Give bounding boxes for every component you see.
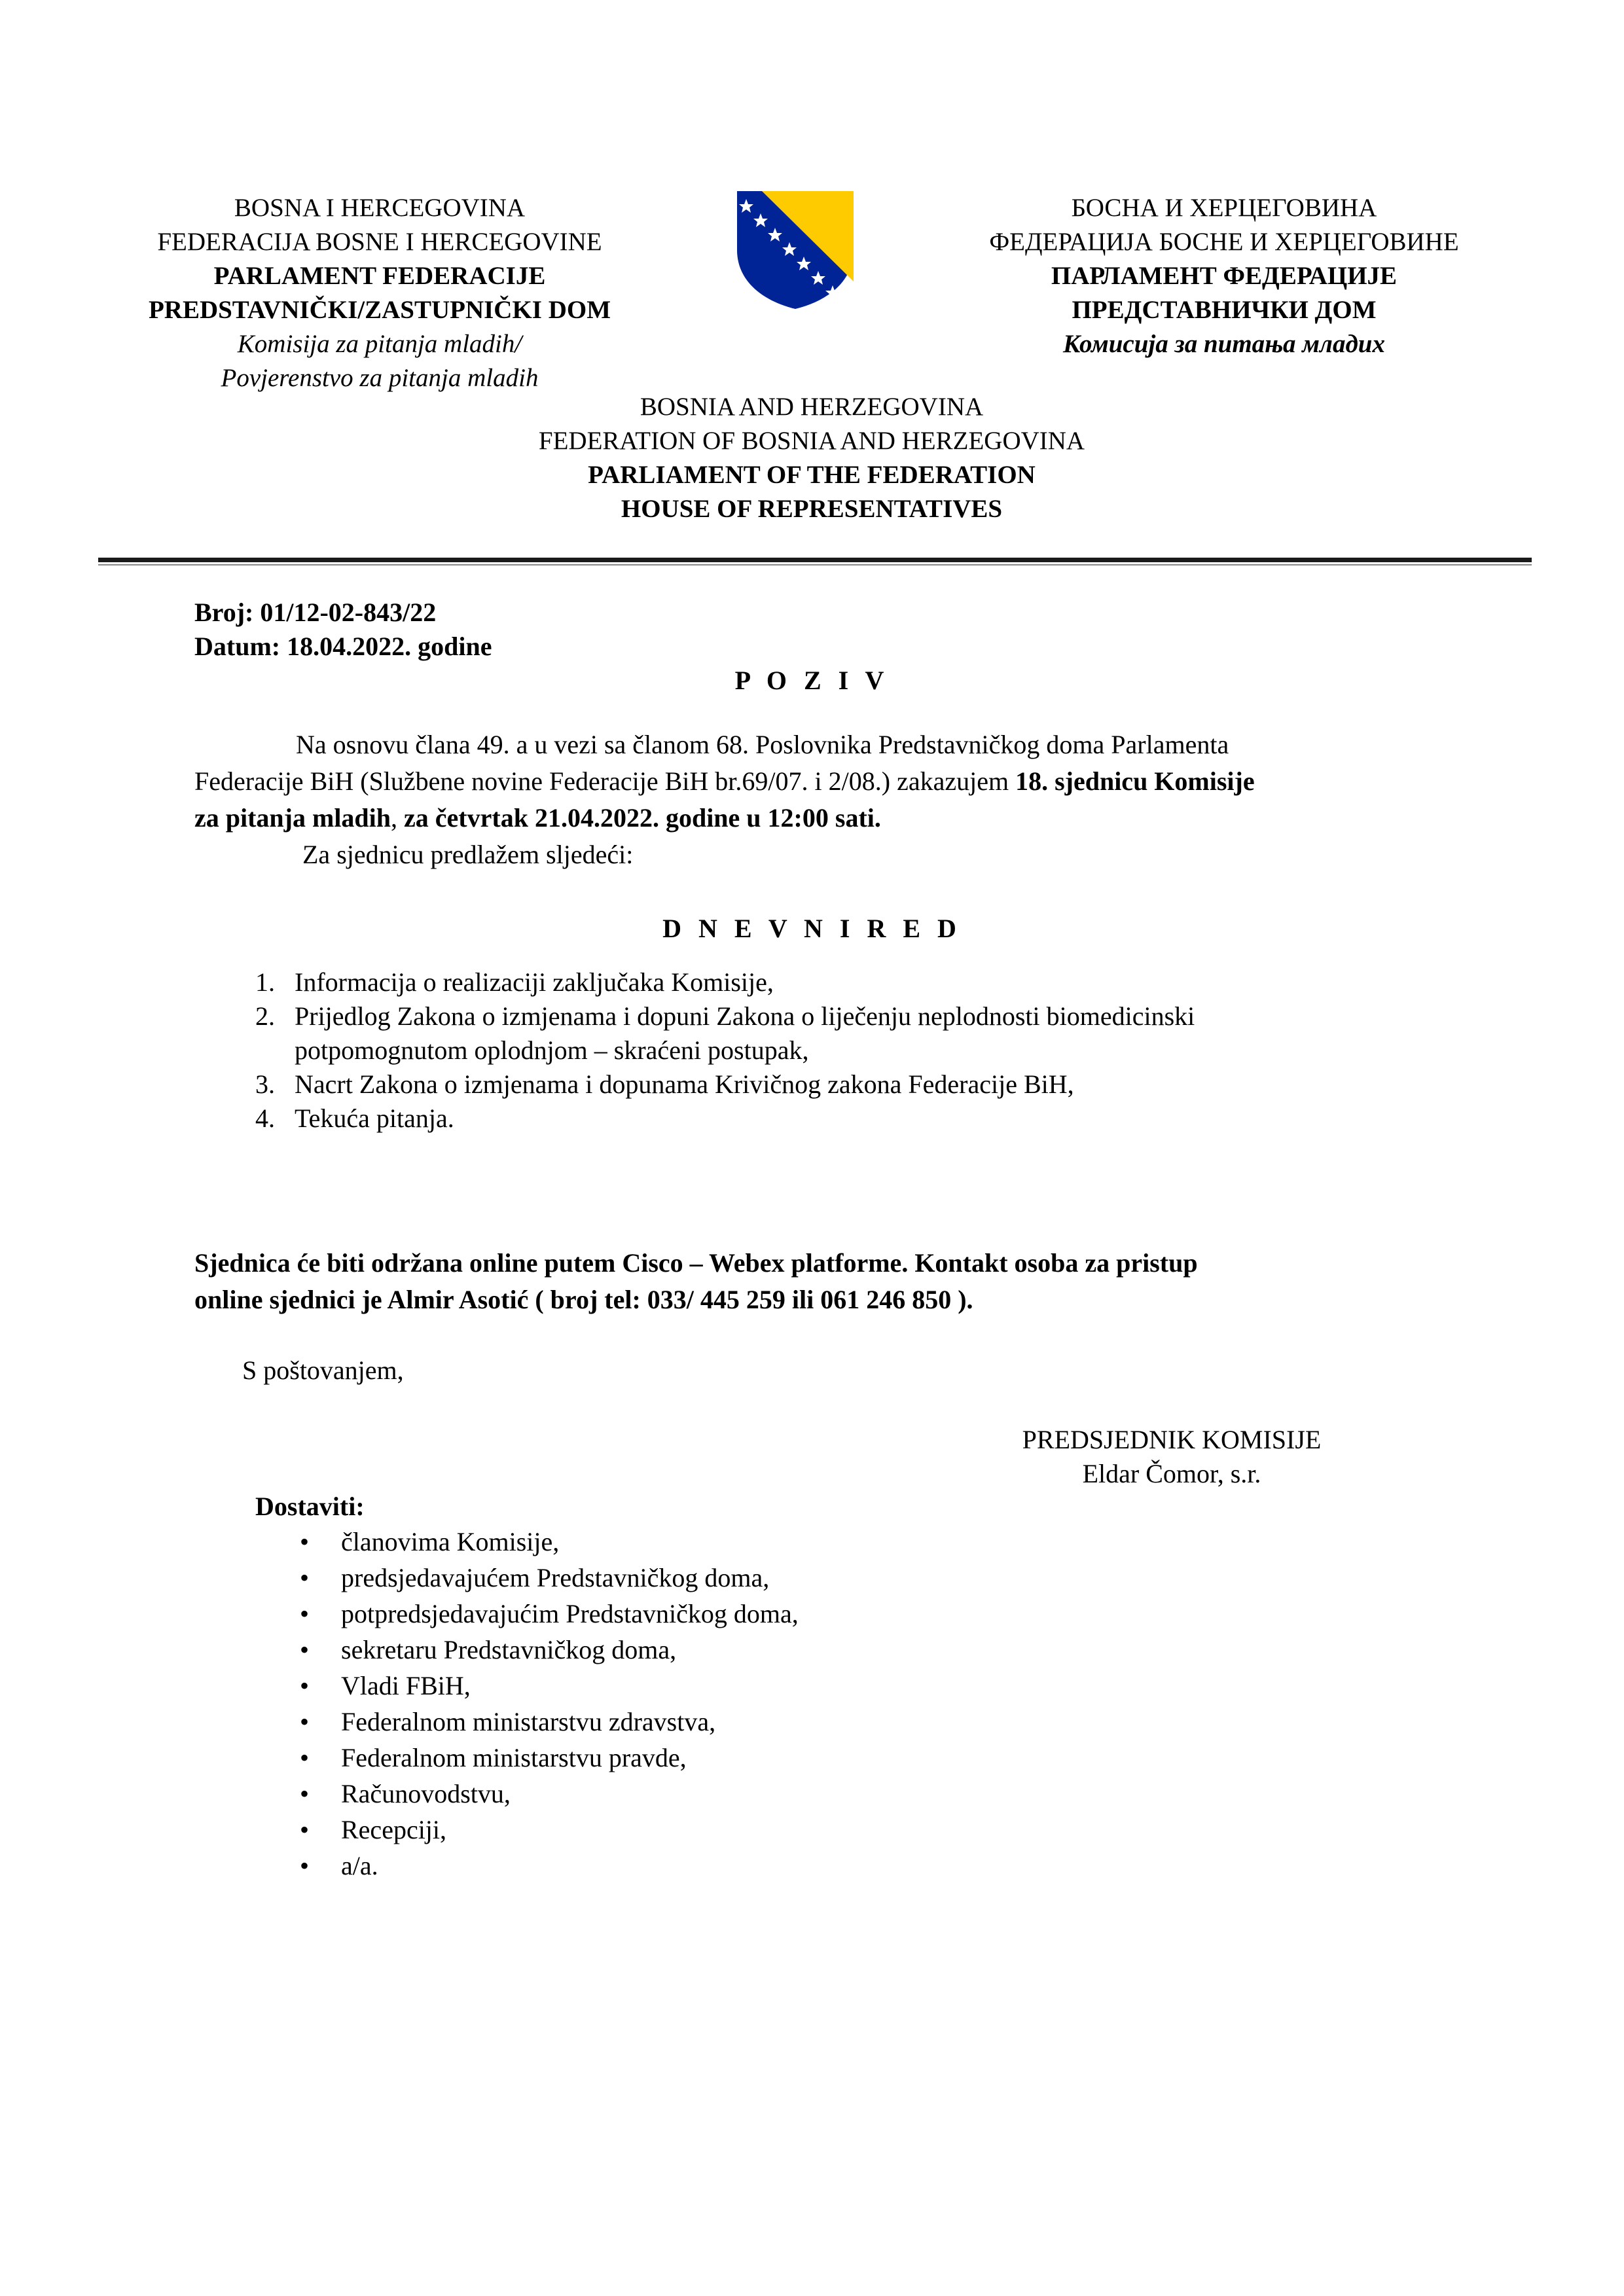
header-left-block xyxy=(105,191,655,395)
bullet-icon: • xyxy=(299,1527,309,1556)
bullet-icon: • xyxy=(299,1671,309,1700)
closing-regards: S poštovanjem, xyxy=(242,1355,404,1385)
online-session-notice xyxy=(194,1245,1477,1318)
distribution-item-text: Federalnom ministarstvu pravde, xyxy=(341,1743,687,1772)
distribution-item-text: potpredsjedavajućim Predstavničkog doma, xyxy=(341,1599,799,1628)
header-divider-shadow xyxy=(98,564,1532,565)
header-center-house: HOUSE OF REPRESENTATIVES xyxy=(621,495,1003,523)
distribution-item-text: Vladi FBiH, xyxy=(341,1671,471,1700)
distribution-item xyxy=(291,1596,799,1632)
distribution-item-text: članovima Komisije, xyxy=(341,1527,560,1556)
header-left-commission: Komisija za pitanja mladih/ xyxy=(237,330,522,358)
agenda-item-text-cont: potpomognutom oplodnjom – skraćeni postupak, xyxy=(295,1035,809,1065)
distribution-item xyxy=(291,1524,799,1560)
header-divider xyxy=(98,558,1532,562)
agenda-item-text: Informacija o realizaciji zaključaka Komisije, xyxy=(295,967,774,997)
agenda-item xyxy=(236,965,1479,999)
reference-date: Datum: 18.04.2022. godine xyxy=(194,632,492,661)
header-right-parliament: ПАРЛАМЕНТ ФЕДЕРАЦИЈЕ xyxy=(1051,262,1398,290)
distribution-label: Dostaviti: xyxy=(255,1492,365,1521)
header-left-commission-alt: Povjerenstvo za pitanja mladih xyxy=(221,364,539,392)
header-left-house: PREDSTAVNIČKI/ZASTUPNIČKI DOM xyxy=(148,296,611,324)
intro-paragraph xyxy=(194,726,1477,873)
session-number: 18. sjednicu Komisije xyxy=(1015,766,1255,796)
intro-line-2 xyxy=(194,763,1477,800)
bullet-icon: • xyxy=(299,1635,309,1664)
header-right-federation: ФЕДЕРАЦИЈА БОСНЕ И ХЕРЦЕГОВИНЕ xyxy=(989,228,1459,256)
agenda-item-text: Tekuća pitanja. xyxy=(295,1103,454,1133)
distribution-item-text: Federalnom ministarstvu zdravstva, xyxy=(341,1707,716,1736)
agenda-item-text: Prijedlog Zakona o izmjenama i dopuni Zakona o liječenju neplodnosti biomedicinski xyxy=(295,1001,1195,1031)
distribution-item-text: Računovodstvu, xyxy=(341,1779,511,1808)
header-right-commission: Комисија за питања младих xyxy=(1063,330,1385,358)
notice-line-2: online sjednici je Almir Asotić ( broj tel: 033/ 445 259 ili 061 246 850 ). xyxy=(194,1285,973,1314)
distribution-item xyxy=(291,1668,799,1704)
intro-line-3 xyxy=(194,800,1477,836)
header-center-federation: FEDERATION OF BOSNIA AND HERZEGOVINA xyxy=(538,427,1085,455)
session-datetime: za četvrtak 21.04.2022. godine u 12:00 sati. xyxy=(404,803,881,833)
bullet-icon: • xyxy=(299,1779,309,1808)
header-right-block xyxy=(949,191,1499,361)
agenda-item xyxy=(236,1102,1479,1136)
intro-separator: , xyxy=(391,803,405,833)
agenda-list xyxy=(236,965,1479,1136)
intro-line-2-text: Federacije BiH (Službene novine Federacije BiH br.69/07. i 2/08.) zakazujem xyxy=(194,766,1016,796)
agenda-title: D N E V N I R E D xyxy=(662,914,962,943)
signature-block xyxy=(903,1423,1440,1491)
distribution-item xyxy=(291,1560,799,1596)
header-right-country: БОСНА И ХЕРЦЕГОВИНА xyxy=(1071,194,1377,222)
intro-line-1: Na osnovu člana 49. a u vezi sa članom 68. Poslovnika Predstavničkog doma Parlamenta xyxy=(296,730,1229,759)
agenda-item-number: 1. xyxy=(255,967,275,997)
header-center-country: BOSNIA AND HERZEGOVINA xyxy=(640,393,984,421)
coat-of-arms-icon xyxy=(736,190,855,310)
reference-block xyxy=(194,596,492,664)
header-center-parliament: PARLIAMENT OF THE FEDERATION xyxy=(588,461,1036,489)
distribution-item xyxy=(291,1812,799,1848)
distribution-item-text: Recepciji, xyxy=(341,1815,447,1844)
agenda-item xyxy=(236,999,1479,1067)
distribution-item-text: a/a. xyxy=(341,1851,378,1880)
intro-line-4: Za sjednicu predlažem sljedeći: xyxy=(302,840,634,869)
agenda-item-text: Nacrt Zakona o izmjenama i dopunama Krivičnog zakona Federacije BiH, xyxy=(295,1069,1074,1099)
agenda-item xyxy=(236,1067,1479,1102)
signatory-role: PREDSJEDNIK KOMISIJE xyxy=(1022,1425,1322,1454)
header-right-house: ПРЕДСТАВНИЧКИ ДОМ xyxy=(1072,296,1377,324)
header-left-federation: FEDERACIJA BOSNE I HERCEGOVINE xyxy=(157,228,602,256)
distribution-item-text: predsjedavajućem Predstavničkog doma, xyxy=(341,1563,770,1592)
notice-line-1: Sjednica će biti održana online putem Cisco – Webex platforme. Kontakt osoba za pristup xyxy=(194,1248,1198,1278)
distribution-item xyxy=(291,1740,799,1776)
distribution-item xyxy=(291,1848,799,1884)
agenda-item-number: 4. xyxy=(255,1103,275,1133)
bullet-icon: • xyxy=(299,1815,309,1844)
bullet-icon: • xyxy=(299,1743,309,1772)
agenda-item-number: 2. xyxy=(255,1001,275,1031)
bullet-icon: • xyxy=(299,1599,309,1628)
header-center-block xyxy=(419,390,1204,526)
reference-number: Broj: 01/12-02-843/22 xyxy=(194,598,437,627)
distribution-list xyxy=(291,1524,799,1884)
bullet-icon: • xyxy=(299,1707,309,1736)
agenda-item-number: 3. xyxy=(255,1069,275,1099)
bullet-icon: • xyxy=(299,1851,309,1880)
distribution-item xyxy=(291,1704,799,1740)
distribution-item-text: sekretaru Predstavničkog doma, xyxy=(341,1635,677,1664)
header-left-country: BOSNA I HERCEGOVINA xyxy=(234,194,526,222)
document-title: P O Z I V xyxy=(734,666,890,695)
distribution-item xyxy=(291,1632,799,1668)
header-left-parliament: PARLAMENT FEDERACIJE xyxy=(213,262,546,290)
signatory-name: Eldar Čomor, s.r. xyxy=(1082,1459,1261,1488)
bullet-icon: • xyxy=(299,1563,309,1592)
distribution-item xyxy=(291,1776,799,1812)
commission-name: za pitanja mladih xyxy=(194,803,391,833)
